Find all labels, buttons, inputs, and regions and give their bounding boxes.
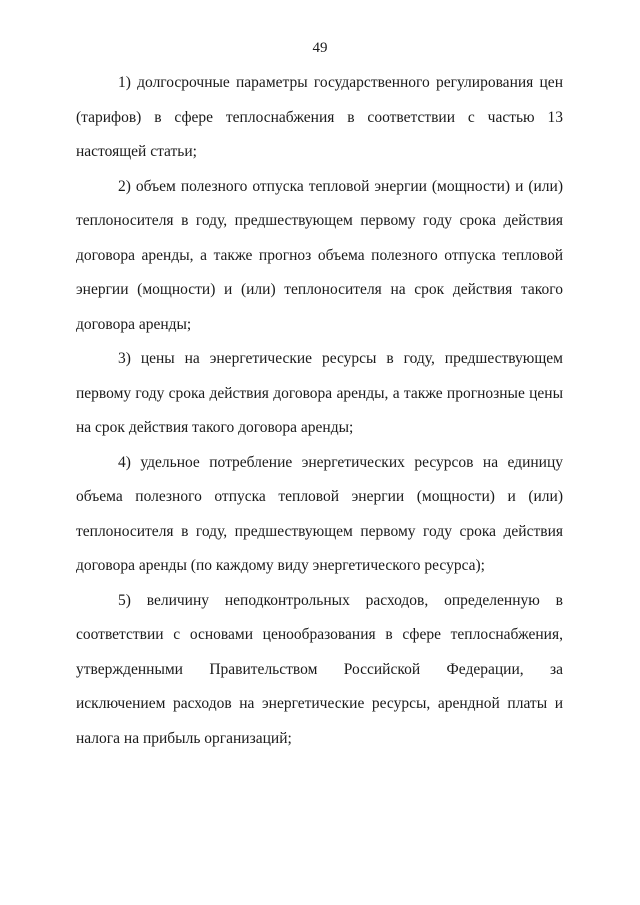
paragraph-item-2: 2) объем полезного отпуска тепловой энергии (мощности) и (или) теплоносителя в году, предшествующем первому году срока действия договора аренды, а также прогноз объема полезного отпуска тепловой энергии (мощности) и (или) теплоносителя на срок действия такого договора аренды; [76,177,563,333]
page-number: 49 [312,40,328,56]
paragraph-item-5: 5) величину неподконтрольных расходов, определенную в соответствии с основами ценообразования в сфере теплоснабжения, утвержденными Правительством Российской Федерации, за исключением расходов на энергетические ресурсы, арендной платы и налога на прибыль организаций; [76,591,563,747]
paragraph-item-3: 3) цены на энергетические ресурсы в году, предшествующем первому году срока действия договора аренды, а также прогнозные цены на срок действия такого договора аренды; [76,350,563,436]
paragraph-item-4: 4) удельное потребление энергетических ресурсов на единицу объема полезного отпуска тепловой энергии (мощности) и (или) теплоносителя в году, предшествующем первому году срока действия договора аренды (по каждому виду энергетического ресурса); [76,453,563,574]
paragraph-item-1: 1) долгосрочные параметры государственного регулирования цен (тарифов) в сфере теплоснабжения в соответствии с частью 13 настоящей статьи; [76,74,563,160]
document-body [76,66,563,756]
